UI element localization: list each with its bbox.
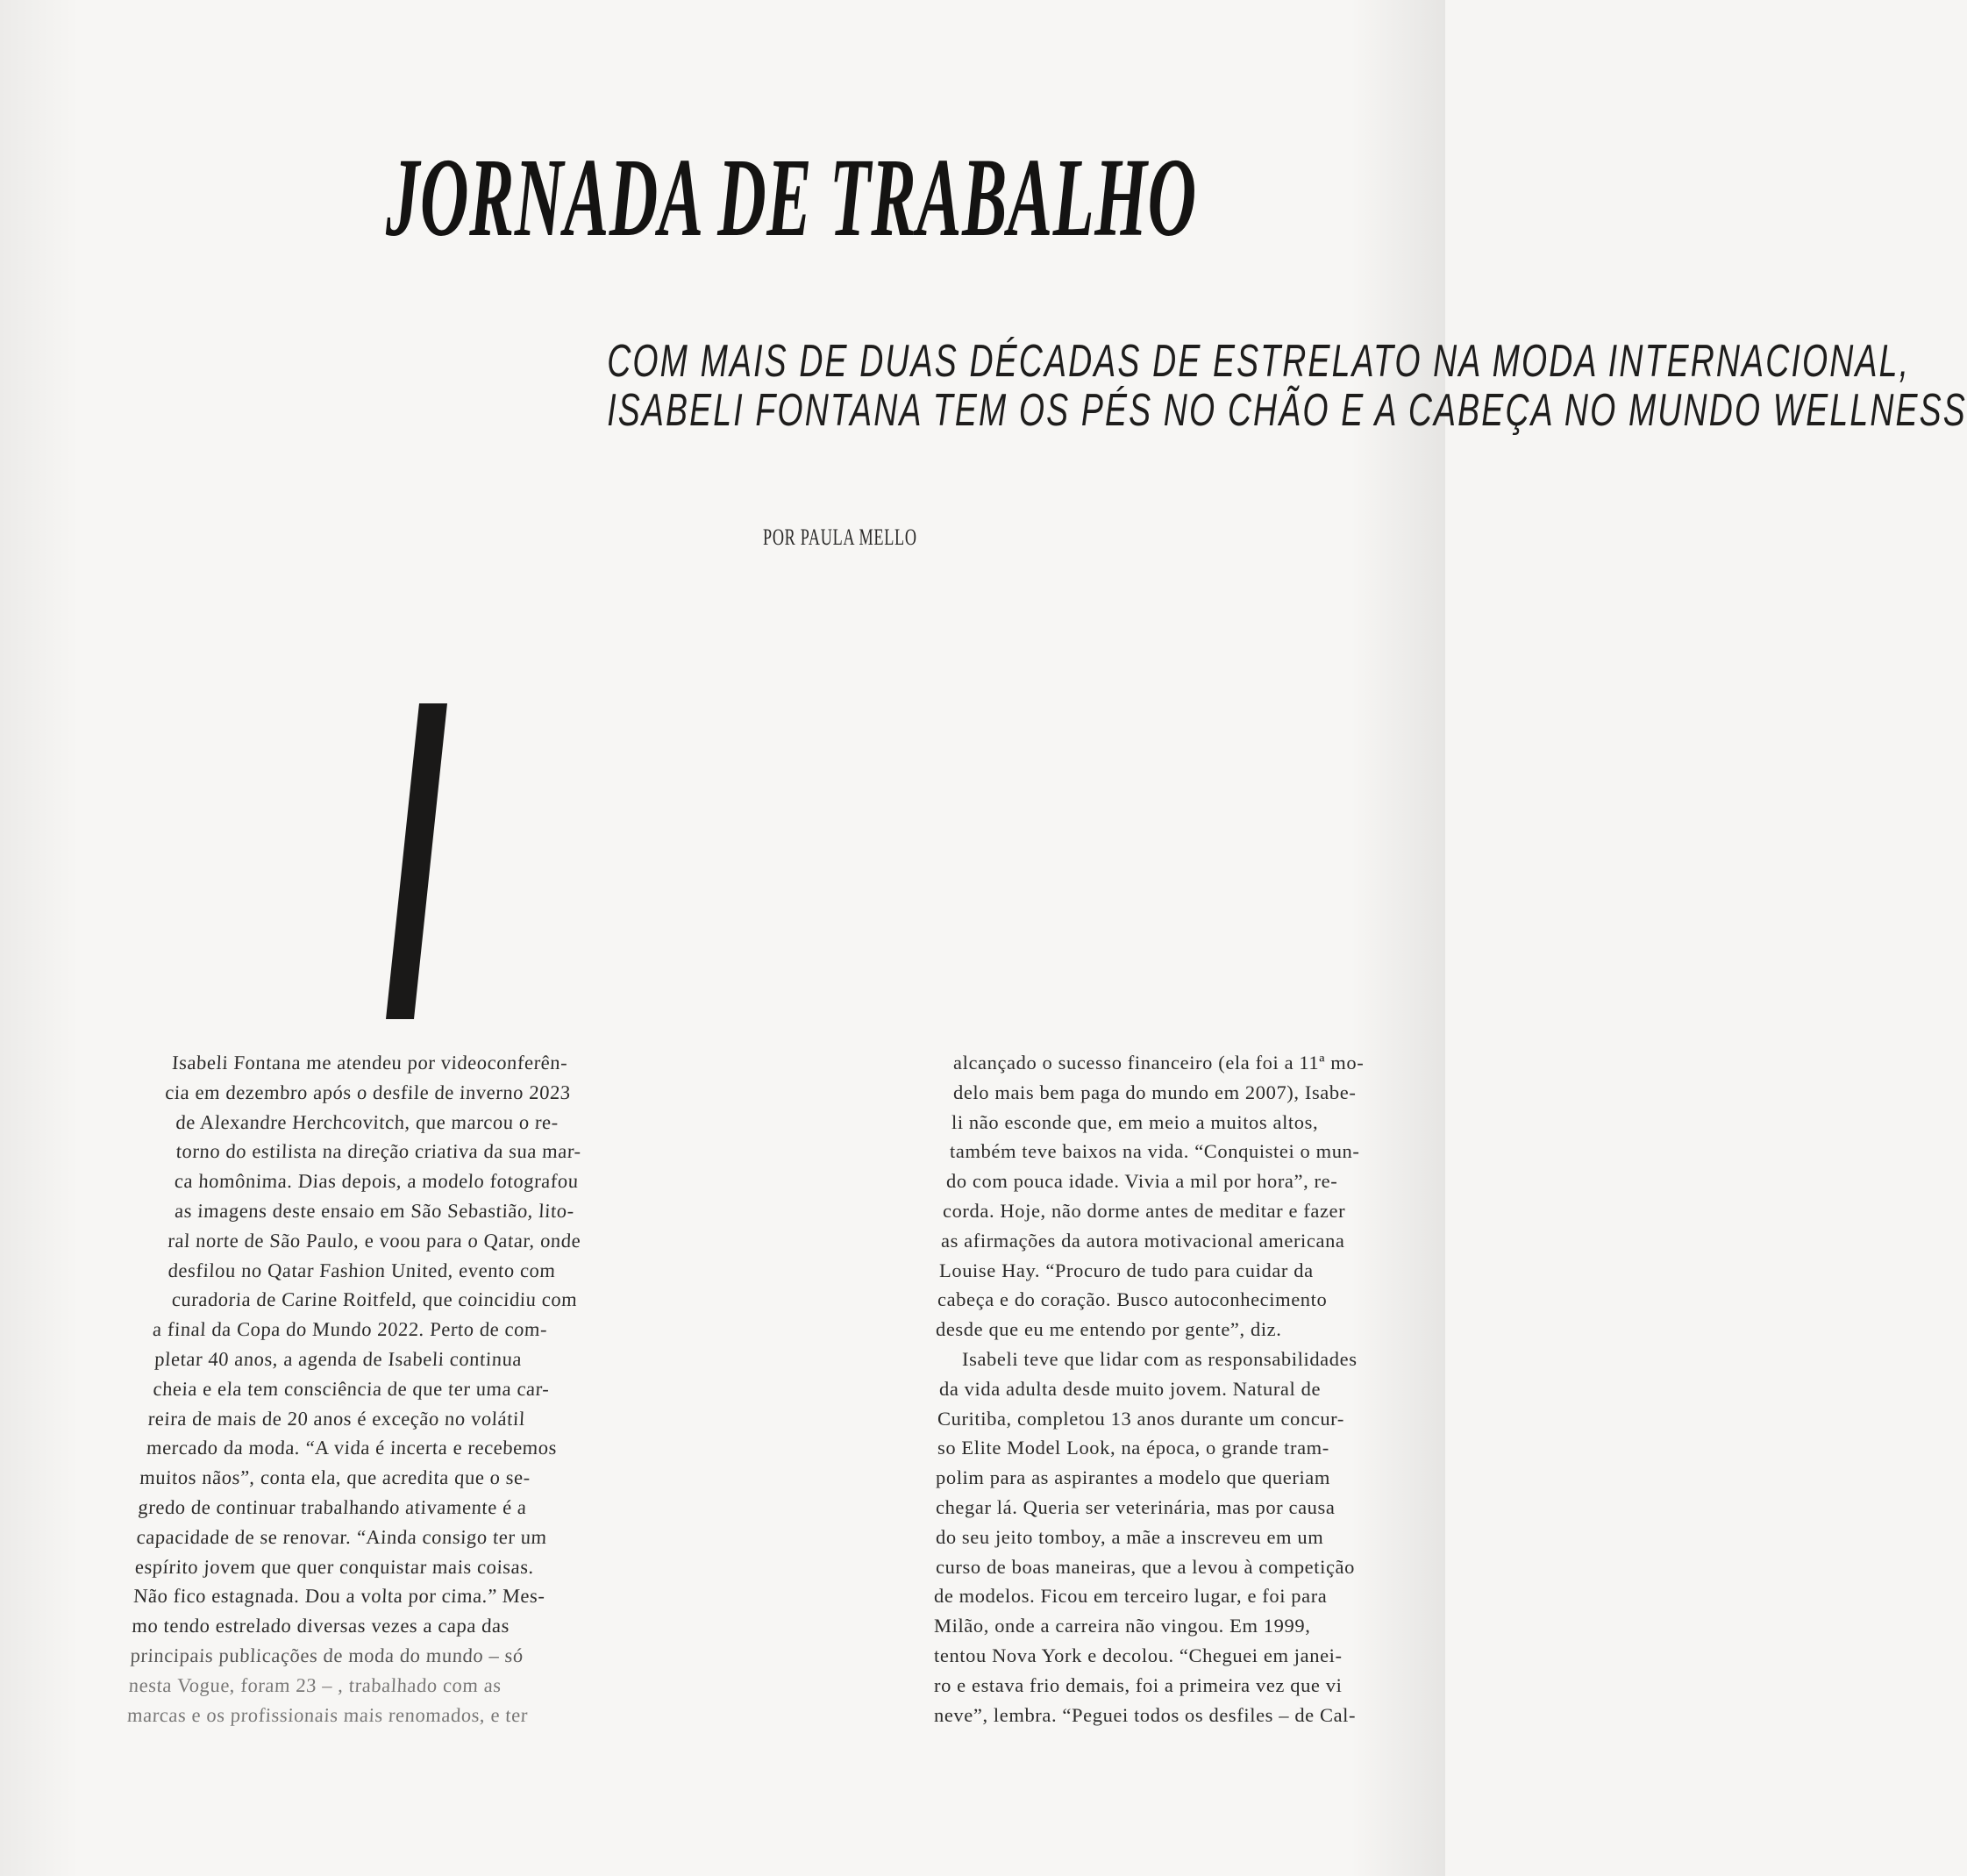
body-text-line: curso de boas maneiras, que a levou à competição [936,1555,1355,1578]
body-text-line: marcas e os profissionais mais renomados, e ter [126,1703,529,1726]
body-text-line: Milão, onde a carreira não vingou. Em 1999, [934,1615,1311,1637]
body-column-left [126,1048,583,1730]
body-text-line: do com pouca idade. Vivia a mil por hora”, re- [946,1170,1338,1193]
body-text-line: li não esconde que, em meio a muitos altos, [951,1110,1319,1133]
body-text-line: espírito jovem que quer conquistar mais coisas. [134,1555,535,1578]
body-text-line: Curitiba, completou 13 anos durante um concur- [937,1407,1344,1430]
body-text-line: neve”, lembra. “Peguei todos os desfiles – de Cal- [934,1703,1357,1726]
body-text-line: a final da Copa do Mundo 2022. Perto de com- [152,1318,548,1341]
body-text-line: nesta Vogue, foram 23 – , trabalhado com as [128,1673,502,1696]
body-text-line: capacidade de se renovar. “Ainda consigo ter um [136,1525,548,1548]
body-text-line: Não fico estagnada. Dou a volta por cima.” Mes- [132,1585,546,1608]
body-text-line: ral norte de São Paulo, e voou para o Qatar, onde [167,1229,582,1252]
byline: POR PAULA MELLO [763,524,917,550]
article-headline: JORNADA DE TRABALHO [386,135,1197,260]
article-subtitle [607,336,1967,436]
body-text-line: curadoria de Carine Roitfeld, que coincidiu com [171,1288,579,1311]
body-text-line: cheia e ela tem consciência de que ter uma car- [152,1377,551,1400]
body-text-line: corda. Hoje, não dorme antes de meditar e fazer [943,1199,1346,1222]
body-text-line: Isabeli teve que lidar com as responsabilidades [962,1347,1358,1370]
body-text-line: tentou Nova York e decolou. “Cheguei em janei- [934,1644,1343,1666]
body-text-line: Louise Hay. “Procuro de tudo para cuidar da [939,1259,1314,1281]
body-text-line: chegar lá. Queria ser veterinária, mas por causa [936,1495,1336,1518]
body-text-line: polim para as aspirantes a modelo que queriam [936,1466,1330,1489]
body-text-line: cabeça e do coração. Busco autoconhecimento [937,1288,1328,1311]
body-text-line: de Alexandre Herchcovitch, que marcou o re- [175,1110,559,1133]
body-text-line: desfilou no Qatar Fashion United, evento com [167,1259,557,1281]
body-text-line: desde que eu me entendo por gente”, diz. [936,1318,1282,1341]
body-text-line: ro e estava frio demais, foi a primeira vez que vi [934,1673,1343,1696]
body-text-line: alcançado o sucesso financeiro (ela foi a 11ª mo- [953,1052,1365,1074]
body-text-line: também teve baixos na vida. “Conquistei o mun- [950,1140,1360,1163]
body-text-line: ca homônima. Dias depois, a modelo fotografou [174,1170,580,1193]
body-text-line: as imagens deste ensaio em São Sebastião, lito- [174,1199,575,1222]
body-text-line: so Elite Model Look, na época, o grande tram- [937,1437,1329,1459]
body-text-line: as afirmações da autora motivacional americana [941,1229,1345,1252]
body-column-right [934,1048,1386,1730]
body-text-line: do seu jeito tomboy, a mãe a inscreveu em um [936,1525,1324,1548]
body-text-line: muitos nãos”, conta ela, que acredita que o se- [139,1466,531,1489]
body-text-line: gredo de continuar trabalhando ativamente é a [137,1495,528,1518]
subtitle-line: COM MAIS DE DUAS DÉCADAS DE ESTRELATO NA MODA INTERNACIONAL, [607,336,1911,387]
drop-cap-letter-i [386,703,447,1019]
body-text-line: principais publicações de moda do mundo – só [130,1644,524,1666]
body-text-line: de modelos. Ficou em terceiro lugar, e foi para [934,1585,1328,1608]
body-text-line: torno do estilista na direção criativa da sua mar- [175,1140,582,1163]
body-text-line: delo mais bem paga do mundo em 2007), Isabe- [953,1081,1357,1103]
body-text-line: reira de mais de 20 anos é exceção no volátil [147,1407,526,1430]
body-text-line: mo tendo estrelado diversas vezes a capa das [131,1615,510,1637]
body-text-line: mercado da moda. “A vida é incerta e recebemos [146,1437,558,1459]
body-text-line: Isabeli Fontana me atendeu por videoconferên- [171,1052,569,1074]
subtitle-line: ISABELI FONTANA TEM OS PÉS NO CHÃO E A CABEÇA NO MUNDO WELLNESS [607,385,1967,436]
body-text-line: pletar 40 anos, a agenda de Isabeli continua [153,1347,523,1370]
body-text-line: cia em dezembro após o desfile de inverno 2023 [164,1081,572,1103]
body-text-line: da vida adulta desde muito jovem. Natural de [939,1377,1322,1400]
